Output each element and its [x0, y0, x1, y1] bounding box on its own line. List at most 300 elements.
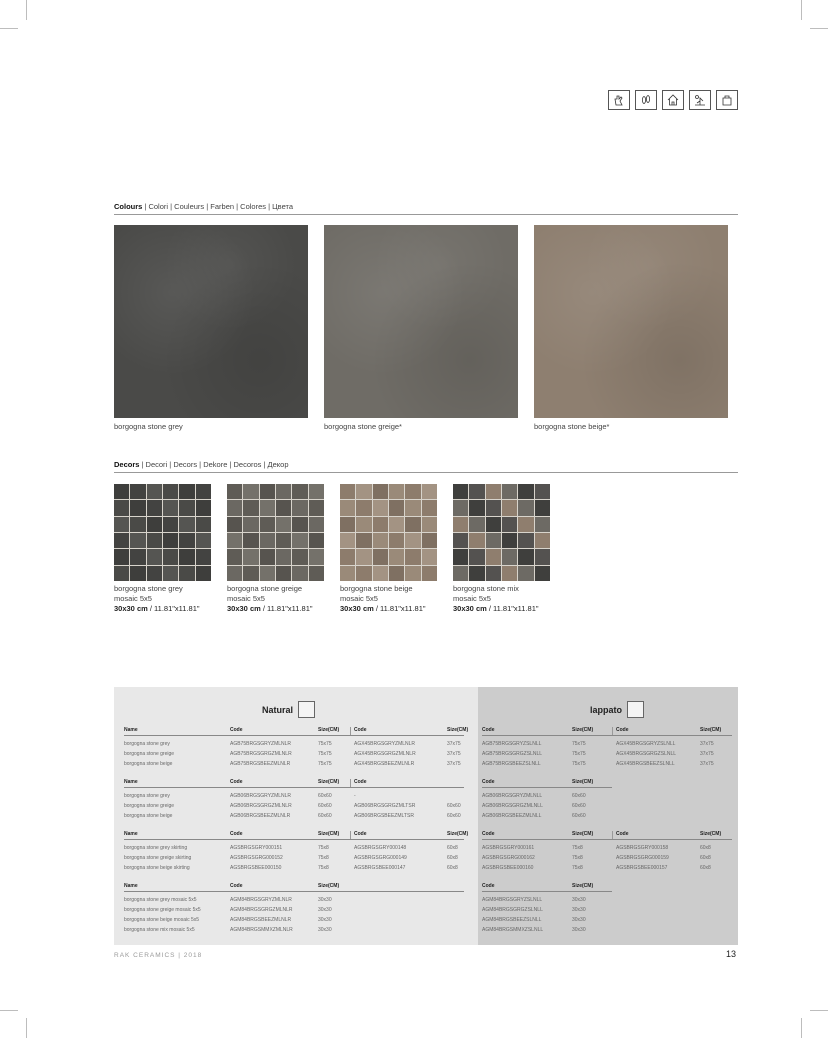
table-rule [234, 735, 464, 736]
mosaic-tile [227, 484, 242, 499]
product-code: AGB75BRGSGRGZSLNLL [482, 751, 543, 757]
product-code: AGSBRGSBEE000147 [354, 865, 406, 871]
mosaic-tile [243, 517, 258, 532]
product-code: AGX45BRGSGRYZSLNLL [616, 741, 676, 747]
product-size: 75x75 [572, 741, 586, 747]
mosaic-tile [389, 533, 404, 548]
product-code: AGSBRGSGRY000148 [354, 845, 407, 851]
mosaic-tile [340, 566, 355, 581]
product-code: AGB06BRGSBEEZMLNLR [230, 813, 291, 819]
mosaic-caption: borgogna stone grey mosaic 5x5 30x30 cm / 11.81"x11.81" [114, 584, 200, 613]
swatch-label: borgogna stone greige* [324, 422, 402, 431]
product-code: AGB75BRGSGRGZMLNLR [230, 751, 292, 757]
mosaic-tile [147, 566, 162, 581]
column-header: Size(CM) [447, 831, 469, 837]
mosaic-tile [147, 484, 162, 499]
mosaic-tile [373, 517, 388, 532]
mosaic-tile [260, 517, 275, 532]
decors-heading: Decors | Decori | Decors | Dekore | Decoros | Декор [114, 460, 738, 473]
crop-mark [0, 1010, 18, 1011]
crop-mark [810, 1010, 828, 1011]
mosaic-beige [340, 484, 437, 581]
product-size: 60x8 [700, 845, 711, 851]
mosaic-tile [535, 566, 550, 581]
column-header: Code [482, 831, 495, 837]
mosaic-tile [453, 517, 468, 532]
product-code: AGB06BRGSBEEZMLTSR [354, 813, 414, 819]
mosaic-tile [502, 566, 517, 581]
mosaic-tile [130, 533, 145, 548]
mosaic-tile [453, 484, 468, 499]
product-code: AGB06BRGSBEEZMLNLL [482, 813, 542, 819]
mosaic-tile [163, 549, 178, 564]
product-size: 75x8 [572, 865, 583, 871]
column-header: Code [230, 779, 243, 785]
mosaic-tile [405, 549, 420, 564]
mosaic-tile [276, 533, 291, 548]
column-header: Size(CM) [447, 727, 469, 733]
column-header: Name [124, 727, 138, 733]
mosaic-tile [276, 566, 291, 581]
product-name: borgogna stone greige [124, 751, 175, 757]
mosaic-tile [405, 533, 420, 548]
footer-brand: RAK CERAMICS | 2018 [114, 952, 203, 959]
product-name: borgogna stone greige [124, 803, 175, 809]
product-size: 30x30 [318, 927, 332, 933]
usage-icons [608, 90, 738, 110]
product-size: 75x75 [318, 761, 332, 767]
mosaic-tile [453, 500, 468, 515]
product-size: 60x60 [318, 793, 332, 799]
mosaic-tile [356, 500, 371, 515]
product-size: 60x8 [447, 855, 458, 861]
mosaic-tile [486, 484, 501, 499]
mosaic-tile [373, 566, 388, 581]
product-size: 75x75 [572, 761, 586, 767]
product-size: 60x60 [572, 803, 586, 809]
column-header: Size(CM) [572, 779, 594, 785]
product-size: 30x30 [318, 917, 332, 923]
column-header: Code [230, 883, 243, 889]
mosaic-tile [227, 549, 242, 564]
mosaic-grey [114, 484, 211, 581]
product-name: borgogna stone grey [124, 793, 170, 799]
column-header: Size(CM) [572, 883, 594, 889]
mosaic-tile [469, 500, 484, 515]
column-header: Name [124, 779, 138, 785]
mosaic-tile [114, 500, 129, 515]
product-code: AGSBRGSGRG000159 [616, 855, 669, 861]
mosaic-tile [196, 566, 211, 581]
mosaic-tile [502, 549, 517, 564]
mosaic-tile [518, 484, 533, 499]
table-divider [612, 727, 613, 735]
product-size: 60x60 [572, 813, 586, 819]
product-size: 60x8 [447, 845, 458, 851]
product-size: 30x30 [572, 927, 586, 933]
mosaic-tile [114, 566, 129, 581]
swatch-label: borgogna stone beige* [534, 422, 610, 431]
mosaic-tile [292, 517, 307, 532]
product-code: AGSBRGSGRY000161 [482, 845, 535, 851]
mosaic-tile [373, 500, 388, 515]
mosaic-tile [405, 500, 420, 515]
product-code: AGB06BRGSGRGZMLTSR [354, 803, 416, 809]
product-code: AGSBRGSGRG000162 [482, 855, 535, 861]
mosaic-mix [453, 484, 550, 581]
mosaic-tile [373, 533, 388, 548]
mosaic-tile [502, 500, 517, 515]
product-size: 30x30 [572, 897, 586, 903]
mosaic-tile [196, 484, 211, 499]
mosaic-tile [179, 566, 194, 581]
product-size: 60x60 [447, 803, 461, 809]
product-name: borgogna stone beige skirting [124, 865, 190, 871]
mosaic-tile [114, 484, 129, 499]
mosaic-tile [260, 500, 275, 515]
product-size: 37x75 [700, 741, 714, 747]
product-code: AGB75BRGSGRYZMLNLR [230, 741, 292, 747]
product-name: borgogna stone grey [124, 741, 170, 747]
crop-mark [810, 28, 828, 29]
product-code: AGB06BRGSGRYZMLNLL [482, 793, 543, 799]
mosaic-tile [130, 549, 145, 564]
mosaic-tile [260, 566, 275, 581]
outdoor-icon [689, 90, 711, 110]
mosaic-tile [260, 533, 275, 548]
table-rule [234, 891, 464, 892]
product-code: AGSBRGSGRG000152 [230, 855, 283, 861]
mosaic-tile [422, 500, 437, 515]
product-code: AGSBRGSGRG000149 [354, 855, 407, 861]
hand-icon [608, 90, 630, 110]
column-header: Size(CM) [318, 831, 340, 837]
mosaic-tile [356, 549, 371, 564]
mosaic-tile [518, 517, 533, 532]
product-name: borgogna stone greige skirting [124, 855, 192, 861]
mosaic-tile [469, 566, 484, 581]
mosaic-tile [422, 566, 437, 581]
product-code: - [354, 793, 356, 799]
mosaic-tile [147, 549, 162, 564]
natural-heading: Natural [262, 701, 315, 718]
mosaic-tile [292, 566, 307, 581]
product-code: AGSBRGSBEE000157 [616, 865, 668, 871]
mosaic-tile [535, 533, 550, 548]
mosaic-tile [502, 484, 517, 499]
bag-icon [716, 90, 738, 110]
column-header: Size(CM) [318, 883, 340, 889]
mosaic-tile [196, 549, 211, 564]
mosaic-tile [309, 517, 324, 532]
mosaic-tile [486, 533, 501, 548]
mosaic-tile [292, 533, 307, 548]
footprint-icon [635, 90, 657, 110]
mosaic-tile [130, 517, 145, 532]
product-code: AGB06BRGSGRGZMLNLL [482, 803, 543, 809]
swatch-label: borgogna stone grey [114, 422, 183, 431]
mosaic-tile [292, 484, 307, 499]
crop-mark [801, 1018, 802, 1038]
swatch-grey [114, 225, 308, 418]
product-code: AGB06BRGSGRYZMLNLR [230, 793, 292, 799]
mosaic-tile [340, 549, 355, 564]
column-header: Code [230, 831, 243, 837]
mosaic-tile [535, 517, 550, 532]
product-size: 37x75 [447, 751, 461, 757]
mosaic-tile [243, 549, 258, 564]
mosaic-tile [196, 517, 211, 532]
mosaic-tile [422, 549, 437, 564]
mosaic-tile [163, 500, 178, 515]
column-header: Size(CM) [318, 779, 340, 785]
mosaic-tile [147, 500, 162, 515]
mosaic-tile [130, 484, 145, 499]
product-size: 60x60 [572, 793, 586, 799]
table-rule [482, 839, 732, 840]
mosaic-tile [405, 566, 420, 581]
product-size: 37x75 [447, 761, 461, 767]
product-size: 60x8 [447, 865, 458, 871]
column-header: Size(CM) [318, 727, 340, 733]
column-header: Code [482, 883, 495, 889]
table-divider [350, 831, 351, 839]
product-code: AGX45BRGSBEEZMLNLR [354, 761, 415, 767]
product-size: 30x30 [572, 917, 586, 923]
mosaic-tile [276, 517, 291, 532]
mosaic-tile [276, 500, 291, 515]
column-header: Size(CM) [572, 831, 594, 837]
product-size: 60x60 [318, 803, 332, 809]
product-code: AGM84BRGSGRYZSLNLL [482, 897, 543, 903]
mosaic-tile [196, 500, 211, 515]
product-size: 37x75 [447, 741, 461, 747]
page-number: 13 [726, 949, 737, 959]
mosaic-tile [340, 500, 355, 515]
mosaic-tile [502, 533, 517, 548]
crop-mark [26, 0, 27, 20]
mosaic-tile [276, 484, 291, 499]
mosaic-tile [243, 484, 258, 499]
mosaic-tile [389, 549, 404, 564]
mosaic-tile [518, 566, 533, 581]
mosaic-tile [486, 500, 501, 515]
product-size: 60x60 [447, 813, 461, 819]
column-header: Name [124, 883, 138, 889]
mosaic-tile [196, 533, 211, 548]
mosaic-tile [163, 517, 178, 532]
swatch-greige [324, 225, 518, 418]
table-rule [482, 735, 732, 736]
product-code: AGSBRGSBEE000150 [230, 865, 282, 871]
mosaic-greige [227, 484, 324, 581]
product-code: AGSBRGSGRY000158 [616, 845, 669, 851]
product-code-table [114, 687, 738, 945]
product-size: 75x75 [318, 741, 332, 747]
mosaic-tile [535, 549, 550, 564]
mosaic-tile [518, 549, 533, 564]
product-code: AGB75BRGSBEEZMLNLR [230, 761, 291, 767]
crop-mark [26, 1018, 27, 1038]
mosaic-tile [130, 500, 145, 515]
product-code: AGM84BRGSBEEZMLNLR [230, 917, 292, 923]
mosaic-tile [114, 533, 129, 548]
product-code: AGM84BRGSGRGZSLNLL [482, 907, 543, 913]
product-name: borgogna stone beige [124, 813, 173, 819]
product-code: AGX45BRGSGRGZMLNLR [354, 751, 416, 757]
mosaic-tile [309, 484, 324, 499]
product-code: AGM84BRGSGRGZMLNLR [230, 907, 293, 913]
mosaic-tile [163, 566, 178, 581]
mosaic-tile [309, 500, 324, 515]
mosaic-tile [389, 517, 404, 532]
product-code: AGM84BRGSMMXZSLNLL [482, 927, 544, 933]
mosaic-tile [340, 517, 355, 532]
product-name: borgogna stone greige mosaic 5x5 [124, 907, 201, 913]
product-size: 60x8 [700, 855, 711, 861]
column-header: Code [616, 831, 629, 837]
product-size: 37x75 [700, 751, 714, 757]
product-code: AGB75BRGSGRYZSLNLL [482, 741, 542, 747]
product-code: AGSBRGSBEE000160 [482, 865, 534, 871]
mosaic-caption: borgogna stone mix mosaic 5x5 30x30 cm / 11.81"x11.81" [453, 584, 539, 613]
mosaic-tile [243, 566, 258, 581]
product-size: 60x60 [318, 813, 332, 819]
mosaic-tile [518, 533, 533, 548]
product-code: AGX45BRGSGRYZMLNLR [354, 741, 416, 747]
mosaic-tile [453, 533, 468, 548]
mosaic-tile [356, 517, 371, 532]
mosaic-caption: borgogna stone beige mosaic 5x5 30x30 cm / 11.81"x11.81" [340, 584, 426, 613]
mosaic-tile [260, 549, 275, 564]
table-rule [482, 787, 612, 788]
mosaic-tile [535, 484, 550, 499]
product-code: AGSBRGSGRY000151 [230, 845, 283, 851]
mosaic-tile [389, 566, 404, 581]
mosaic-tile [469, 533, 484, 548]
column-header: Size(CM) [700, 831, 722, 837]
mosaic-tile [486, 549, 501, 564]
product-size: 75x8 [572, 845, 583, 851]
mosaic-tile [405, 484, 420, 499]
column-header: Name [124, 831, 138, 837]
mosaic-tile [469, 549, 484, 564]
table-divider [612, 831, 613, 839]
mosaic-tile [292, 549, 307, 564]
lappato-finish-icon [627, 701, 644, 718]
column-header: Code [354, 779, 367, 785]
column-header: Code [482, 727, 495, 733]
mosaic-tile [422, 517, 437, 532]
table-rule [234, 839, 464, 840]
mosaic-tile [356, 484, 371, 499]
mosaic-tile [163, 533, 178, 548]
mosaic-tile [179, 484, 194, 499]
home-icon [662, 90, 684, 110]
column-header: Code [616, 727, 629, 733]
mosaic-tile [114, 549, 129, 564]
product-name: borgogna stone grey skirting [124, 845, 188, 851]
mosaic-tile [130, 566, 145, 581]
mosaic-tile [373, 484, 388, 499]
product-size: 75x75 [318, 751, 332, 757]
mosaic-tile [469, 484, 484, 499]
colours-heading: Colours | Colori | Couleurs | Farben | Colores | Цвета [114, 202, 738, 215]
product-code: AGB75BRGSBEEZSLNLL [482, 761, 541, 767]
product-size: 75x8 [318, 845, 329, 851]
column-header: Size(CM) [700, 727, 722, 733]
product-size: 30x30 [318, 897, 332, 903]
mosaic-tile [260, 484, 275, 499]
product-name: borgogna stone grey mosaic 5x5 [124, 897, 197, 903]
product-code: AGM84BRGSBEEZSLNLL [482, 917, 542, 923]
mosaic-tile [518, 500, 533, 515]
mosaic-tile [389, 500, 404, 515]
mosaic-tile [243, 533, 258, 548]
mosaic-tile [227, 533, 242, 548]
product-code: AGX45BRGSGRGZSLNLL [616, 751, 677, 757]
mosaic-tile [453, 566, 468, 581]
table-rule [482, 891, 612, 892]
mosaic-tile [243, 500, 258, 515]
mosaic-tile [422, 533, 437, 548]
table-divider [350, 779, 351, 787]
natural-finish-icon [298, 701, 315, 718]
mosaic-tile [227, 566, 242, 581]
product-size: 37x75 [700, 761, 714, 767]
mosaic-tile [373, 549, 388, 564]
mosaic-tile [179, 549, 194, 564]
product-code: AGB06BRGSGRGZMLNLR [230, 803, 292, 809]
product-size: 75x8 [572, 855, 583, 861]
product-size: 75x8 [318, 865, 329, 871]
product-name: borgogna stone beige mosaic 5x5 [124, 917, 200, 923]
column-header: Code [354, 727, 367, 733]
mosaic-tile [389, 484, 404, 499]
mosaic-tile [179, 500, 194, 515]
mosaic-caption: borgogna stone greige mosaic 5x5 30x30 cm / 11.81"x11.81" [227, 584, 313, 613]
product-name: borgogna stone beige [124, 761, 173, 767]
column-header: Size(CM) [572, 727, 594, 733]
mosaic-tile [535, 500, 550, 515]
mosaic-tile [309, 566, 324, 581]
mosaic-tile [179, 533, 194, 548]
column-header: Code [482, 779, 495, 785]
product-size: 75x8 [318, 855, 329, 861]
table-divider [350, 727, 351, 735]
product-code: AGM84BRGSGRYZMLNLR [230, 897, 292, 903]
mosaic-tile [147, 533, 162, 548]
product-code: AGX45BRGSBEEZSLNLL [616, 761, 675, 767]
product-size: 30x30 [318, 907, 332, 913]
mosaic-tile [486, 517, 501, 532]
lappato-heading: lappato [590, 701, 644, 718]
product-name: borgogna stone mix mosaic 5x5 [124, 927, 195, 933]
product-size: 60x8 [700, 865, 711, 871]
mosaic-tile [405, 517, 420, 532]
mosaic-tile [147, 517, 162, 532]
mosaic-tile [422, 484, 437, 499]
mosaic-tile [356, 533, 371, 548]
swatch-beige [534, 225, 728, 418]
mosaic-tile [469, 517, 484, 532]
mosaic-tile [227, 517, 242, 532]
mosaic-tile [163, 484, 178, 499]
mosaic-tile [114, 517, 129, 532]
column-header: Code [354, 831, 367, 837]
mosaic-tile [227, 500, 242, 515]
crop-mark [801, 0, 802, 20]
